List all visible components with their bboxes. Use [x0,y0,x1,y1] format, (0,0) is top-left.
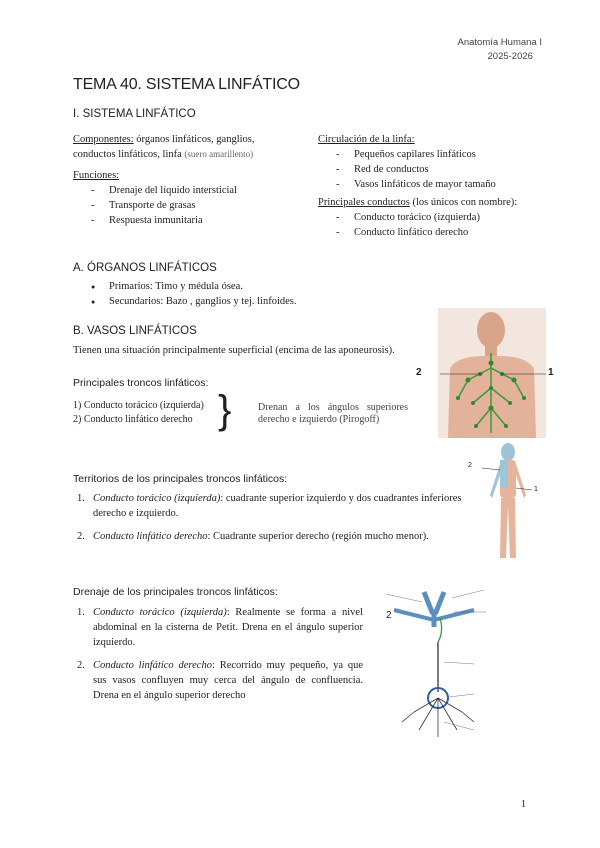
troncos-heading: Principales troncos linfáticos: [73,377,209,389]
componentes-label: Componentes: [73,134,134,145]
circulacion-label: Circulación de la linfa: [318,134,415,145]
section-heading-vasos: B. VASOS LINFÁTICOS [73,325,197,337]
conductos-note: (los únicos con nombre): [409,197,518,208]
conductos-list [318,210,538,240]
document-header [458,36,543,64]
territorios-heading: Territorios de los principales troncos linfáticos: [73,473,288,485]
list-item: 2) Conducto linfático derecho [73,414,193,425]
fig1-label-1: 1 [548,367,554,378]
drenaje-heading: Drenaje de los principales troncos linfáticos: [73,586,278,598]
territorios-list [73,491,465,544]
componentes-text: órganos linfáticos, ganglios, conductos linfáticos, linfa [73,134,255,160]
list-item: - Conducto torácico (izquierda) [318,210,538,225]
territorios-block [73,491,465,552]
page-number: 1 [521,799,526,810]
fig3-label-2: 2 [386,610,392,621]
list-item: 1. Conducto torácico (izquierda): Realmente se forma a nivel abdominal en la cisterna de Petit. Drena en el ángulo superior izquierdo. [77,607,363,648]
componentes-note: (suero amarillento) [184,149,254,159]
drenan-text: Drenan a los ángulos superiores derecho e izquierdo (Pirogoff) [258,402,408,425]
drenaje-list [73,605,363,703]
list-item: 1) Conducto torácico (izquierda) [73,400,204,411]
funciones-list [73,183,288,228]
list-item: - Pequeños capilares linfáticos [318,147,538,162]
troncos-list [73,399,204,427]
list-item: - Drenaje del líquido intersticial [73,183,288,198]
list-item: - Transporte de grasas [73,198,288,213]
list-item: 1. Conducto torácico (izquierda): cuadrante superior izquierdo y dos cuadrantes inferiores derecho e izquierdo. [77,493,462,519]
list-item: - Vasos linfáticos de mayor tamaño [318,177,538,192]
circulacion-block [318,132,538,240]
list-item: ● Primarios: Timo y médula ósea. [73,279,297,294]
thoracic-duct-illustration [374,582,514,742]
conductos-label: Principales conductos [318,197,410,208]
organos-list [73,279,297,309]
brace-symbol: } [218,388,232,432]
list-item: - Red de conductos [318,162,538,177]
vasos-intro: Tienen una situación principalmente superficial (encima de las aponeurosis). [73,345,395,356]
funciones-label: Funciones: [73,170,120,181]
lymph-territory-illustration [470,440,545,570]
organos-block [73,279,297,309]
list-item: 2. Conducto linfático derecho: Recorrido muy pequeño, ya que sus vasos confluyen muy cerca del ángulo de confluencia. Drena en el ángulo superior derecho [77,660,363,701]
course-year: 2025-2026 [487,51,533,62]
thoracic-duct-figure [374,582,514,742]
list-item: 2. Conducto linfático derecho: Cuadrante superior derecho (región mucho menor). [77,531,429,542]
drenaje-block [73,605,363,711]
list-item: - Respuesta inmunitaria [73,213,288,228]
list-item: - Conducto linfático derecho [318,225,538,240]
componentes-block [73,132,288,228]
section-heading-organos: A. ÓRGANOS LINFÁTICOS [73,262,217,274]
section-heading-sistema: I. SISTEMA LINFÁTICO [73,108,196,120]
fig2-label-1: 1 [534,486,538,493]
page-title: TEMA 40. SISTEMA LINFÁTICO [73,76,300,93]
fig2-label-2: 2 [468,462,472,469]
list-item: ● Secundarios: Bazo , ganglios y tej. linfoides. [73,294,297,309]
lymph-territory-figure [470,440,545,570]
fig1-label-2: 2 [416,367,422,378]
circulacion-list [318,147,538,192]
course-name: Anatomía Humana I [457,37,542,48]
lymph-torso-illustration [428,308,548,438]
lymph-torso-figure [428,308,548,438]
